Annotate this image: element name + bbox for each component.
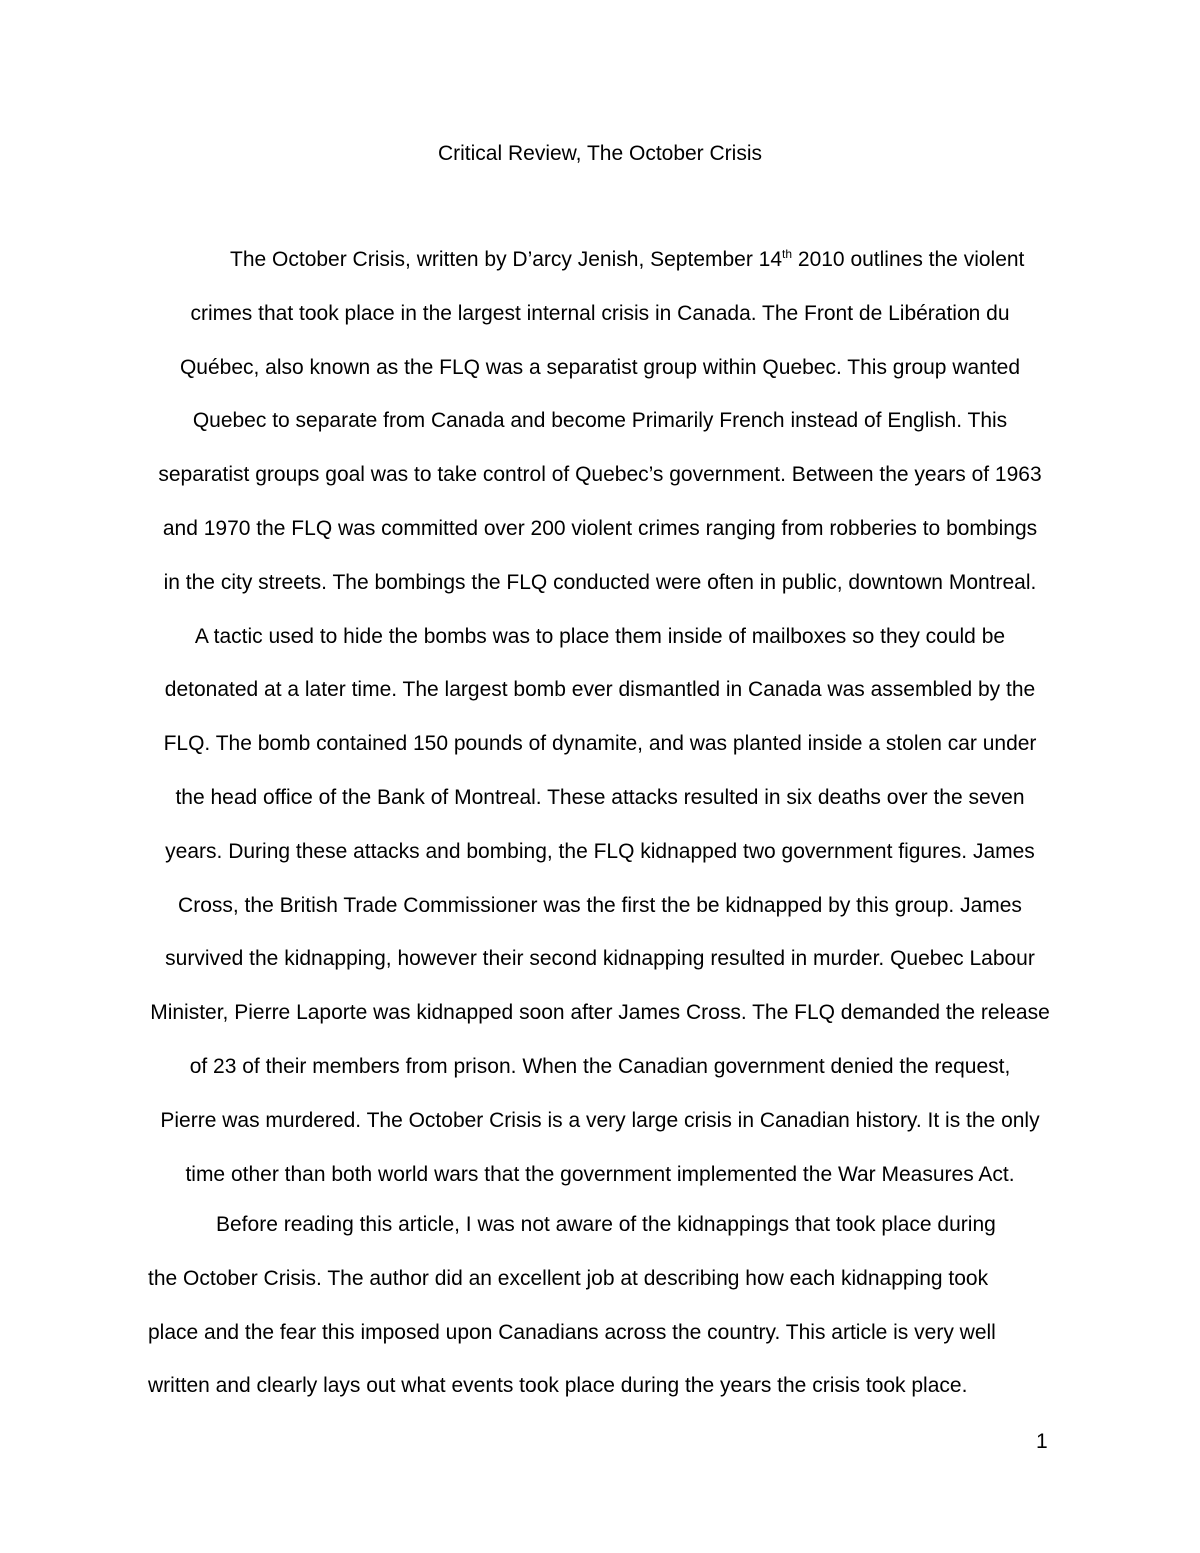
line-text: The October Crisis, written by D’arcy Jenish, September 14 bbox=[230, 248, 783, 271]
paragraph-line: separatist groups goal was to take control of Quebec’s government. Between the years of 1963 bbox=[158, 463, 1042, 487]
paragraph-line: Before reading this article, I was not aware of the kidnappings that took place during bbox=[216, 1213, 996, 1236]
paragraph-line: Québec, also known as the FLQ was a separatist group within Quebec. This group wanted bbox=[179, 355, 1021, 379]
ordinal-suffix: th bbox=[782, 247, 793, 261]
document-title: Critical Review, The October Crisis bbox=[437, 142, 763, 165]
paragraph-line: crimes that took place in the largest internal crisis in Canada. The Front de Libération du bbox=[190, 301, 1010, 325]
paragraph-line: A tactic used to hide the bombs was to place them inside of mailboxes so they could be bbox=[194, 624, 1006, 648]
paragraph-line: Pierre was murdered. The October Crisis is a very large crisis in Canadian history. It is the only bbox=[160, 1108, 1040, 1132]
paragraph-line: in the city streets. The bombings the FLQ conducted were often in public, downtown Montreal. bbox=[163, 570, 1037, 594]
paragraph-line: place and the fear this imposed upon Canadians across the country. This article is very well bbox=[148, 1320, 996, 1344]
page-number: 1 bbox=[1036, 1430, 1048, 1453]
paragraph-line: the head office of the Bank of Montreal. These attacks resulted in six deaths over the seven bbox=[175, 785, 1025, 809]
paragraph-line: the October Crisis. The author did an excellent job at describing how each kidnapping took bbox=[148, 1266, 989, 1290]
paragraph-line: and 1970 the FLQ was committed over 200 violent crimes ranging from robberies to bombings bbox=[162, 516, 1038, 540]
line-text: 2010 outlines the violent bbox=[792, 248, 1025, 271]
paragraph-line: survived the kidnapping, however their second kidnapping resulted in murder. Quebec Labour bbox=[165, 947, 1035, 971]
paragraph-line: Quebec to separate from Canada and become Primarily French instead of English. This bbox=[192, 409, 1008, 433]
paragraph-line: detonated at a later time. The largest bomb ever dismantled in Canada was assembled by the bbox=[164, 678, 1036, 702]
paragraph-2 bbox=[148, 1198, 1048, 1413]
paragraph-line: written and clearly lays out what events took place during the years the crisis took place. bbox=[148, 1374, 968, 1398]
paragraph-line: of 23 of their members from prison. When the Canadian government denied the request, bbox=[189, 1054, 1011, 1078]
paragraph-line: time other than both world wars that the government implemented the War Measures Act. bbox=[185, 1162, 1015, 1186]
paragraph-line: years. During these attacks and bombing, the FLQ kidnapped two government figures. James bbox=[165, 839, 1035, 863]
paragraph-1 bbox=[140, 233, 1060, 1201]
paragraph-line: FLQ. The bomb contained 150 pounds of dynamite, and was planted inside a stolen car under bbox=[163, 732, 1037, 756]
paragraph-line: Minister, Pierre Laporte was kidnapped soon after James Cross. The FLQ demanded the release bbox=[150, 1001, 1050, 1025]
paragraph-line bbox=[140, 233, 1060, 287]
paragraph-line: Cross, the British Trade Commissioner was the first the be kidnapped by this group. James bbox=[178, 893, 1022, 917]
